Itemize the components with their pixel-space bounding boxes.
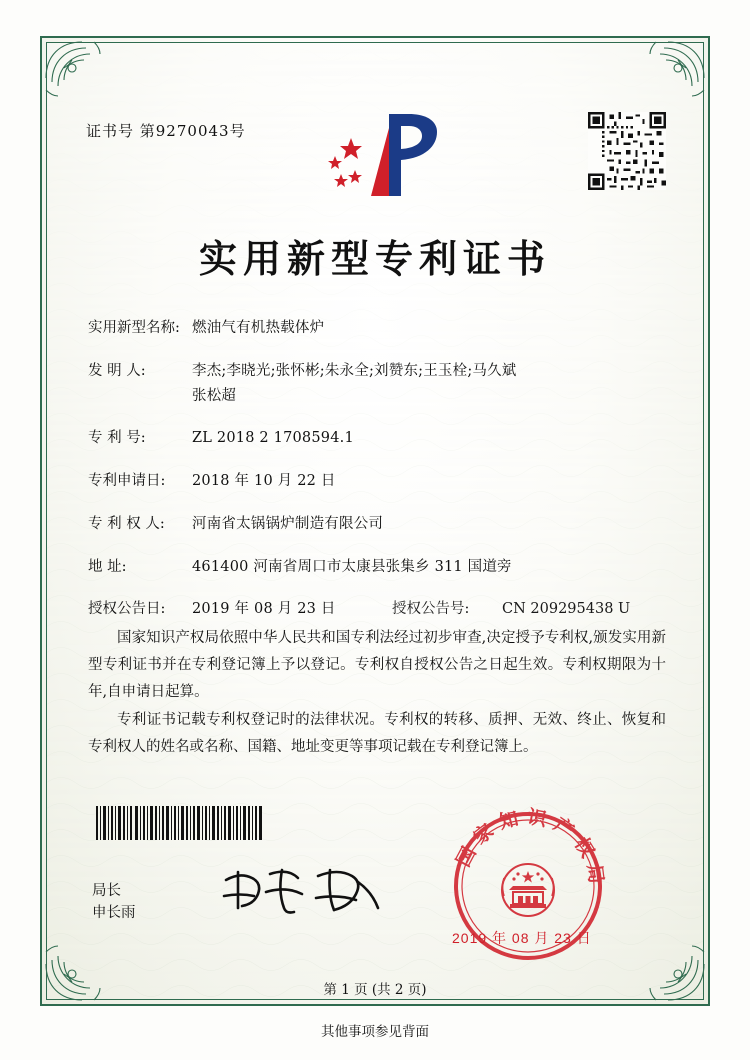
footnote: 其他事项参见背面	[321, 1024, 429, 1040]
svg-text:国家知识产权局: 国家知识产权局	[452, 805, 609, 892]
field-row-grant-announcement	[88, 599, 668, 621]
field-label-grant-number: 授权公告号:	[392, 601, 470, 618]
field-value: ZL 2018 2 1708594.1	[192, 430, 354, 447]
barcode	[96, 806, 264, 840]
director-name: 申长雨	[92, 905, 136, 922]
field-row-patent-number	[88, 428, 668, 450]
field-value-line1: 李杰;李晓光;张怀彬;朱永全;刘赞东;王玉栓;马久斌	[192, 362, 517, 379]
field-value-grant-number: CN 209295438 U	[502, 601, 631, 618]
director-title: 局长	[92, 883, 121, 899]
field-value: 461400 河南省周口市太康县张集乡 311 国道旁	[192, 558, 512, 575]
field-value-grant-date: 2019 年 08 月 23 日	[192, 601, 336, 618]
field-label: 实用新型名称:	[88, 320, 180, 336]
cnipa-emblem-icon	[305, 108, 455, 208]
field-label: 专利申请日:	[88, 473, 166, 489]
legal-paragraph-2: 专利证书记载专利权登记时的法律状况。专利权的转移、质押、无效、终止、恢复和专利权人的姓名或名称、国籍、地址变更等事项记载在专利登记簿上。	[88, 712, 666, 756]
field-row-application-date	[88, 471, 668, 493]
legal-paragraph-1: 国家知识产权局依照中华人民共和国专利法经过初步审查,决定授予专利权,颁发实用新型专利证书并在专利登记簿上予以登记。专利权自授权公告之日起生效。专利权期限为十年,自申请日起算。	[88, 630, 666, 700]
certificate-number: 证书号 第9270043号	[86, 122, 246, 140]
handwritten-signature	[218, 862, 386, 924]
seal-date: 2019 年 08 月 23 日	[452, 930, 592, 946]
field-label: 地 址:	[88, 558, 127, 575]
field-value-line2: 张松超	[192, 387, 237, 404]
field-label: 专 利 号:	[88, 430, 146, 447]
field-row-utility-model-name	[88, 318, 668, 340]
director-block	[92, 880, 136, 925]
field-label: 专 利 权 人:	[88, 515, 165, 532]
field-value: 燃油气有机热载体炉	[192, 320, 325, 336]
legal-text	[88, 625, 666, 763]
field-row-patentee	[88, 514, 668, 536]
field-label-grant-date: 授权公告日:	[88, 601, 166, 618]
field-row-inventors	[88, 361, 668, 408]
field-value: 2018 年 10 月 22 日	[192, 473, 336, 489]
page-title: 实用新型专利证书	[198, 236, 551, 281]
field-list	[88, 318, 668, 642]
field-value: 河南省太锅锅炉制造有限公司	[192, 515, 384, 532]
field-row-address	[88, 557, 668, 579]
field-value	[192, 361, 668, 408]
field-label: 发 明 人:	[88, 362, 146, 379]
page-number: 第 1 页 (共 2 页)	[323, 982, 427, 998]
qr-code	[588, 112, 666, 190]
